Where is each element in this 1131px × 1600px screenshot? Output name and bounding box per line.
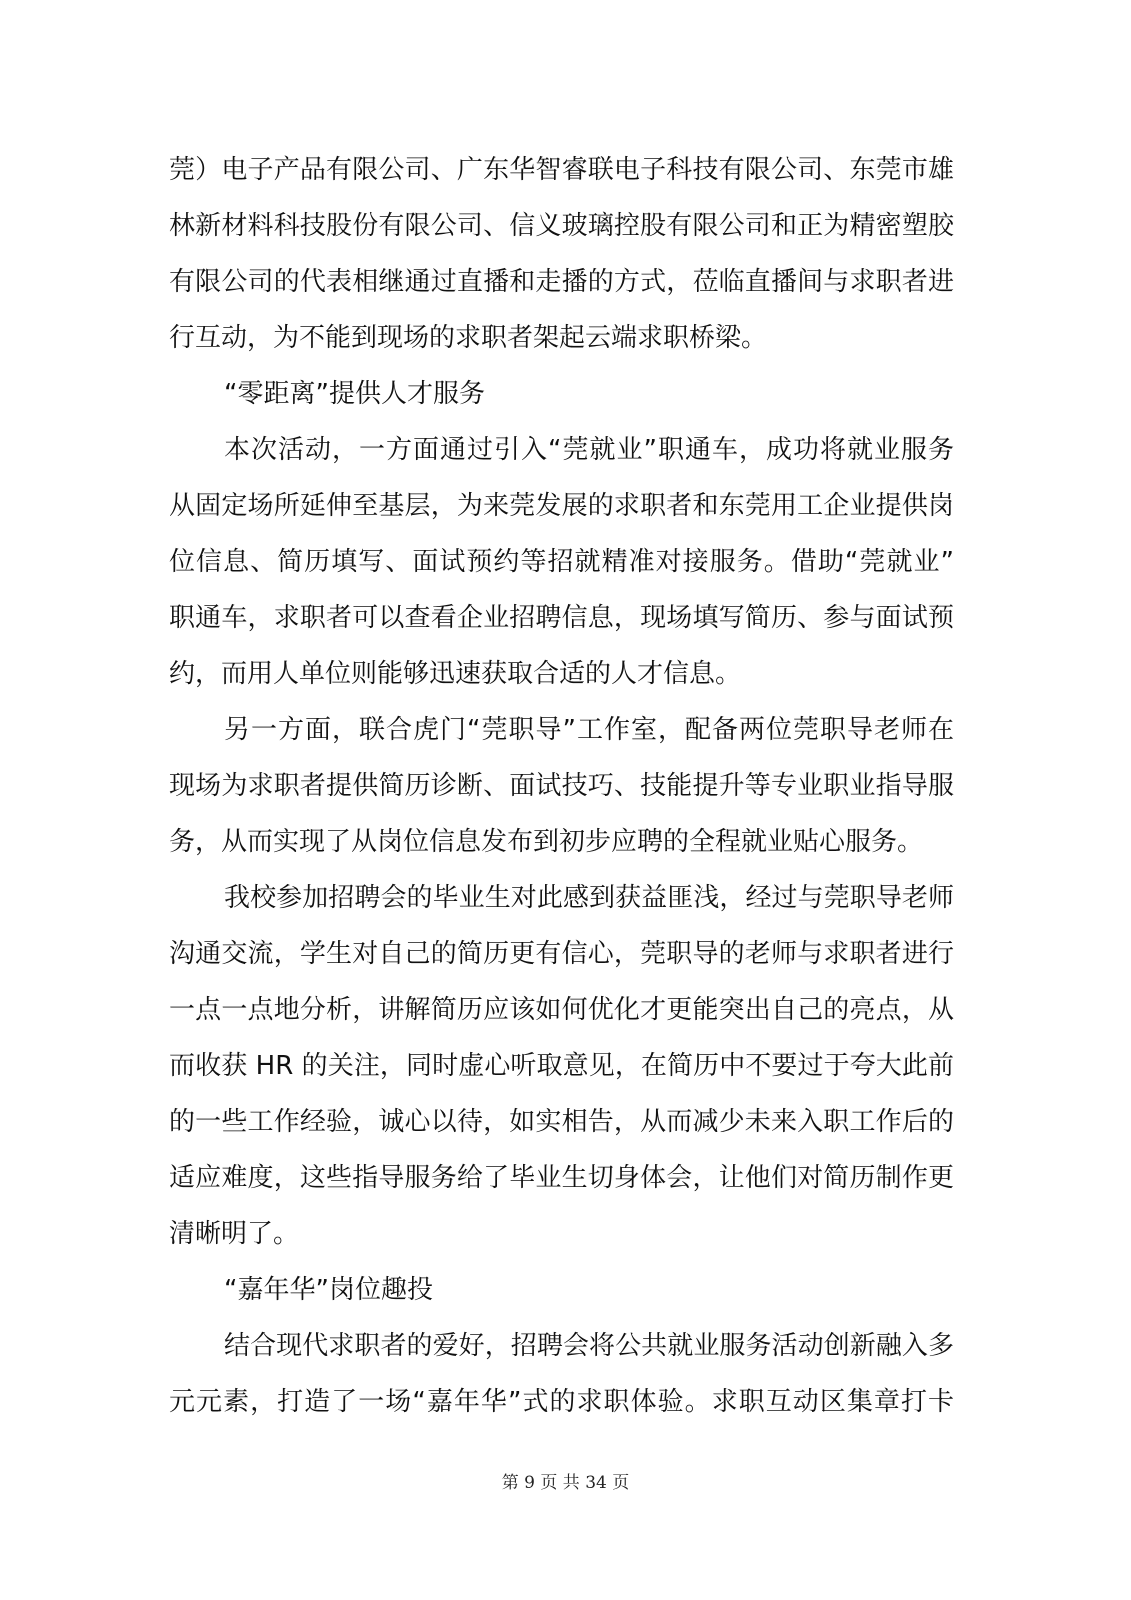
body-text-line: 适应难度，这些指导服务给了毕业生切身体会，让他们对简历制作更 xyxy=(169,1163,954,1193)
section-heading: “嘉年华”岗位趣投 xyxy=(224,1275,433,1305)
body-text-line: 行互动，为不能到现场的求职者架起云端求职桥梁。 xyxy=(169,323,768,353)
body-text-line: 沟通交流，学生对自己的简历更有信心，莞职导的老师与求职者进行 xyxy=(169,939,954,969)
section-heading: “零距离”提供人才服务 xyxy=(224,379,485,409)
body-text-line: 务，从而实现了从岗位信息发布到初步应聘的全程就业贴心服务。 xyxy=(169,827,924,857)
body-text-line: 而收获 HR 的关注，同时虚心听取意见，在简历中不要过于夸大此前 xyxy=(169,1051,954,1081)
body-text-line: 本次活动，一方面通过引入“莞就业”职通车，成功将就业服务 xyxy=(224,435,954,465)
body-text-line: 现场为求职者提供简历诊断、面试技巧、技能提升等专业职业指导服 xyxy=(169,771,954,801)
body-text-line: 莞）电子产品有限公司、广东华智睿联电子科技有限公司、东莞市雄 xyxy=(169,155,954,185)
body-text-line: 结合现代求职者的爱好，招聘会将公共就业服务活动创新融入多 xyxy=(224,1331,954,1361)
body-text-line: 元元素，打造了一场“嘉年华”式的求职体验。求职互动区集章打卡 xyxy=(169,1387,954,1417)
body-text-line: 另一方面，联合虎门“莞职导”工作室，配备两位莞职导老师在 xyxy=(224,715,954,745)
body-text-line: 林新材料科技股份有限公司、信义玻璃控股有限公司和正为精密塑胶 xyxy=(169,211,954,241)
body-text-line: 从固定场所延伸至基层，为来莞发展的求职者和东莞用工企业提供岗 xyxy=(169,491,954,521)
body-text-line: 约，而用人单位则能够迅速获取合适的人才信息。 xyxy=(169,659,742,689)
body-text-line: 有限公司的代表相继通过直播和走播的方式，莅临直播间与求职者进 xyxy=(169,267,954,297)
body-text-line: 我校参加招聘会的毕业生对此感到获益匪浅，经过与莞职导老师 xyxy=(224,883,954,913)
page-footer: 第 9 页 共 34 页 xyxy=(501,1473,630,1493)
body-text-line: 位信息、简历填写、面试预约等招就精准对接服务。借助“莞就业” xyxy=(169,547,954,577)
body-text-line: 的一些工作经验，诚心以待，如实相告，从而减少未来入职工作后的 xyxy=(169,1107,954,1137)
body-text-line: 职通车，求职者可以查看企业招聘信息，现场填写简历、参与面试预 xyxy=(169,603,954,633)
body-text-line: 一点一点地分析，讲解简历应该如何优化才更能突出自己的亮点，从 xyxy=(169,995,954,1025)
body-text-line: 清晰明了。 xyxy=(169,1219,300,1249)
